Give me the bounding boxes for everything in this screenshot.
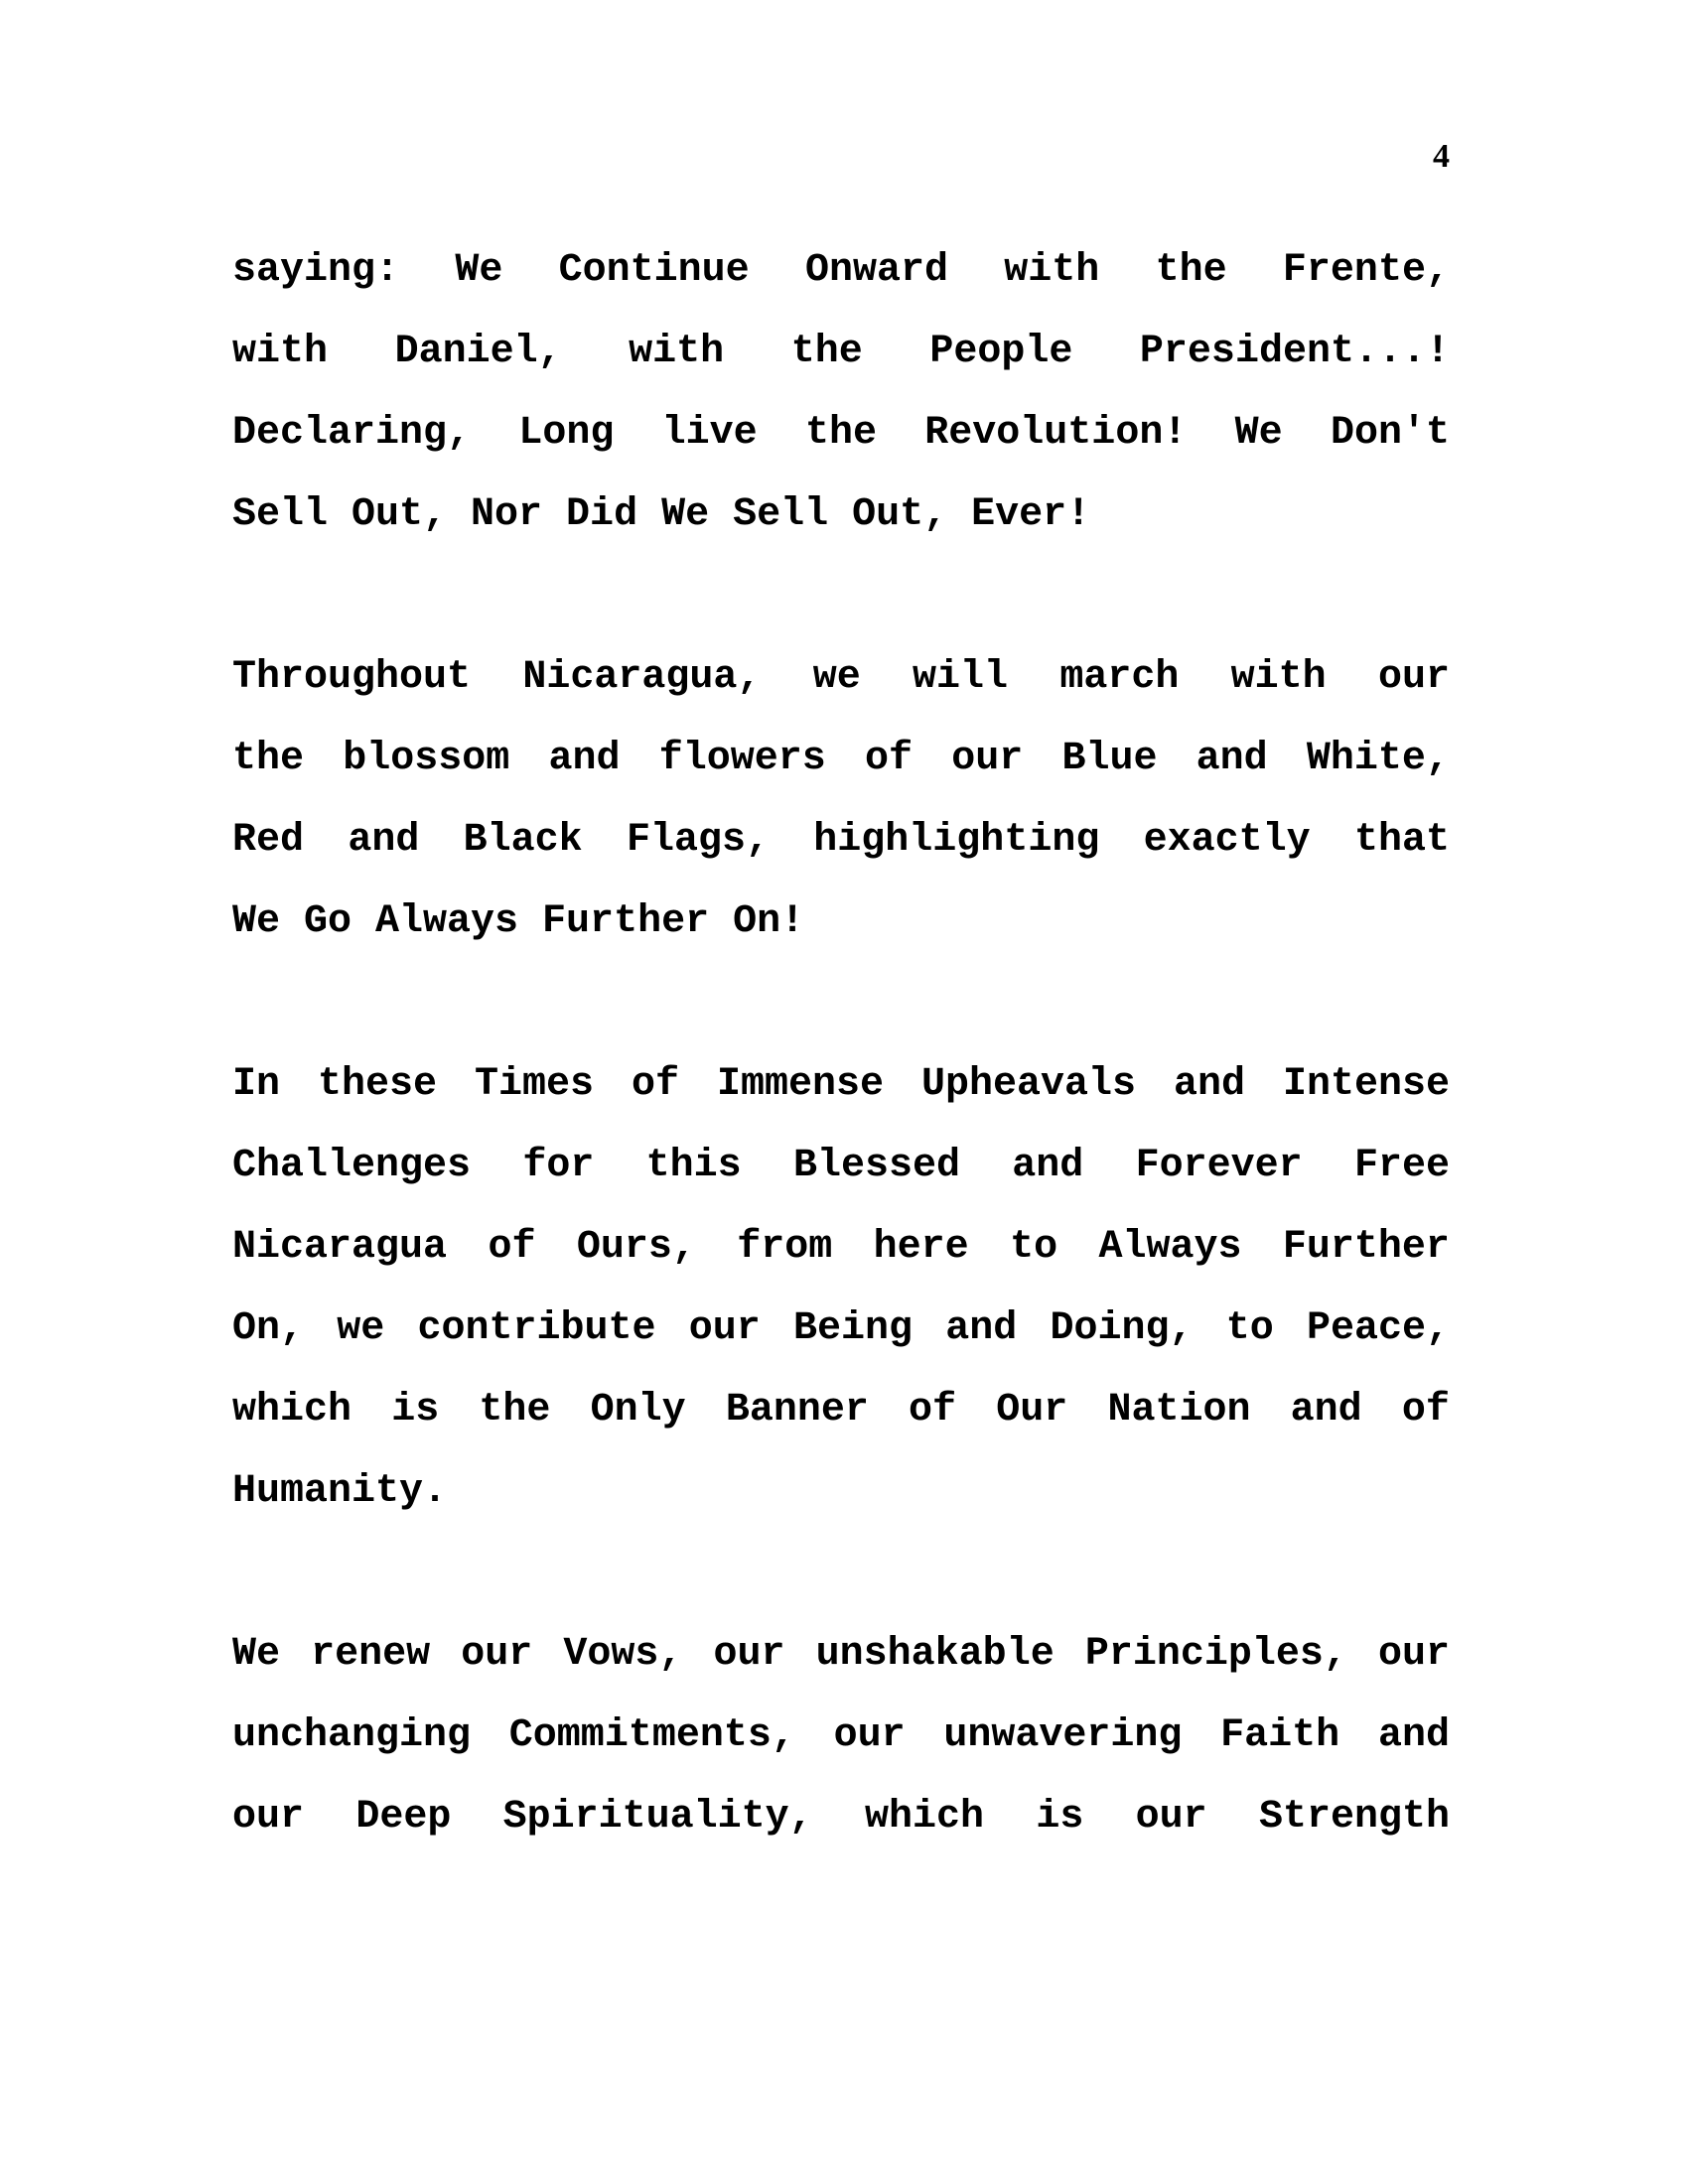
- paragraph-4: [232, 1614, 1450, 1858]
- word: exactly: [1143, 818, 1311, 863]
- word: People: [929, 330, 1073, 374]
- word: Blue: [1061, 737, 1158, 781]
- word: this: [645, 1144, 742, 1188]
- word: Times: [474, 1062, 595, 1107]
- word: Strength: [1258, 1795, 1450, 1840]
- word: Free: [1353, 1144, 1450, 1188]
- word: and: [1196, 737, 1268, 781]
- word: of: [1401, 1388, 1450, 1433]
- word: which: [232, 1388, 352, 1433]
- word: Principles,: [1084, 1632, 1347, 1677]
- word: Nicaragua,: [522, 655, 762, 700]
- word: unchanging: [232, 1713, 472, 1758]
- word: Throughout: [232, 655, 472, 700]
- paragraph-3: [232, 1044, 1450, 1533]
- word: we: [337, 1306, 385, 1351]
- word: contribute: [417, 1306, 656, 1351]
- word: the: [232, 737, 305, 781]
- word: White,: [1306, 737, 1450, 781]
- word: President...!: [1139, 330, 1450, 374]
- word: of: [909, 1388, 957, 1433]
- word: blossom: [343, 737, 510, 781]
- word: of: [488, 1225, 536, 1270]
- text-line: [232, 1370, 1450, 1451]
- word: these: [317, 1062, 438, 1107]
- word: is: [391, 1388, 440, 1433]
- word: our: [232, 1795, 305, 1840]
- paragraph-2: [232, 637, 1450, 963]
- word: our: [713, 1632, 785, 1677]
- word: and: [348, 818, 420, 863]
- word: On,: [232, 1306, 305, 1351]
- word: Daniel,: [394, 330, 562, 374]
- word: Don't: [1330, 411, 1450, 456]
- word: We: [1234, 411, 1283, 456]
- text-line: We Go Always Further On!: [232, 899, 805, 944]
- word: Our: [996, 1388, 1068, 1433]
- word: In: [232, 1062, 281, 1107]
- text-line: [232, 312, 1450, 393]
- text-line: [232, 1289, 1450, 1370]
- word: that: [1353, 818, 1450, 863]
- word: and: [1377, 1713, 1450, 1758]
- word: to: [1010, 1225, 1058, 1270]
- word: Nicaragua: [232, 1225, 448, 1270]
- word: Intense: [1282, 1062, 1450, 1107]
- word: Being: [792, 1306, 913, 1351]
- word: Ours,: [576, 1225, 696, 1270]
- text-line: [232, 637, 1450, 719]
- word: Continue: [558, 248, 750, 293]
- text-line: [232, 1207, 1450, 1289]
- word: live: [661, 411, 758, 456]
- word: will: [913, 655, 1009, 700]
- word: We: [232, 1632, 281, 1677]
- word: with: [1004, 248, 1100, 293]
- text-line: [232, 1044, 1450, 1126]
- word: our: [688, 1306, 761, 1351]
- word: Long: [518, 411, 615, 456]
- word: Deep: [355, 1795, 452, 1840]
- text-line: [232, 1126, 1450, 1207]
- word: our: [951, 737, 1024, 781]
- document-body: [232, 230, 1450, 1940]
- word: our: [1377, 655, 1450, 700]
- word: Forever: [1135, 1144, 1303, 1188]
- word: Frente,: [1282, 248, 1450, 293]
- word: We: [455, 248, 503, 293]
- word: and: [1290, 1388, 1362, 1433]
- word: Onward: [804, 248, 948, 293]
- word: with: [232, 330, 329, 374]
- text-line: Sell Out, Nor Did We Sell Out, Ever!: [232, 492, 1091, 537]
- word: Doing,: [1050, 1306, 1194, 1351]
- word: for: [522, 1144, 595, 1188]
- word: Peace,: [1306, 1306, 1450, 1351]
- word: Challenges: [232, 1144, 472, 1188]
- word: of: [864, 737, 913, 781]
- word: Declaring,: [232, 411, 472, 456]
- text-line: [232, 1696, 1450, 1777]
- word: Blessed: [792, 1144, 960, 1188]
- word: and: [1012, 1144, 1084, 1188]
- word: Red: [232, 818, 305, 863]
- text-line: Humanity.: [232, 1469, 448, 1514]
- word: the: [479, 1388, 551, 1433]
- word: highlighting: [813, 818, 1100, 863]
- word: and: [1173, 1062, 1245, 1107]
- word: from: [737, 1225, 833, 1270]
- paragraph-1: [232, 230, 1450, 556]
- text-line: [232, 1777, 1450, 1858]
- word: to: [1225, 1306, 1274, 1351]
- word: with: [629, 330, 725, 374]
- word: and: [945, 1306, 1018, 1351]
- word: Flags,: [626, 818, 770, 863]
- word: renew: [311, 1632, 431, 1677]
- word: Upheavals: [920, 1062, 1137, 1107]
- word: of: [631, 1062, 679, 1107]
- word: saying:: [232, 248, 400, 293]
- page-number: 4: [1433, 138, 1450, 175]
- word: Always: [1098, 1225, 1242, 1270]
- word: Revolution!: [924, 411, 1188, 456]
- word: the: [790, 330, 863, 374]
- word: march: [1059, 655, 1180, 700]
- word: Nation: [1107, 1388, 1251, 1433]
- word: Commitments,: [508, 1713, 795, 1758]
- word: here: [873, 1225, 969, 1270]
- word: our: [1135, 1795, 1207, 1840]
- word: and: [548, 737, 621, 781]
- word: unwavering: [943, 1713, 1183, 1758]
- word: our: [833, 1713, 906, 1758]
- word: Further: [1282, 1225, 1450, 1270]
- text-line: [232, 1614, 1450, 1696]
- word: the: [804, 411, 877, 456]
- text-line: [232, 230, 1450, 312]
- word: our: [461, 1632, 533, 1677]
- word: Immense: [716, 1062, 884, 1107]
- word: flowers: [658, 737, 826, 781]
- word: which: [864, 1795, 985, 1840]
- word: unshakable: [815, 1632, 1055, 1677]
- word: Faith: [1220, 1713, 1340, 1758]
- word: the: [1155, 248, 1227, 293]
- text-line: [232, 719, 1450, 800]
- text-line: [232, 393, 1450, 475]
- word: Black: [463, 818, 583, 863]
- word: is: [1036, 1795, 1084, 1840]
- word: Only: [590, 1388, 686, 1433]
- word: with: [1230, 655, 1327, 700]
- text-line: [232, 800, 1450, 882]
- word: Vows,: [563, 1632, 683, 1677]
- word: our: [1377, 1632, 1450, 1677]
- word: we: [812, 655, 861, 700]
- word: Banner: [725, 1388, 869, 1433]
- word: Spirituality,: [502, 1795, 813, 1840]
